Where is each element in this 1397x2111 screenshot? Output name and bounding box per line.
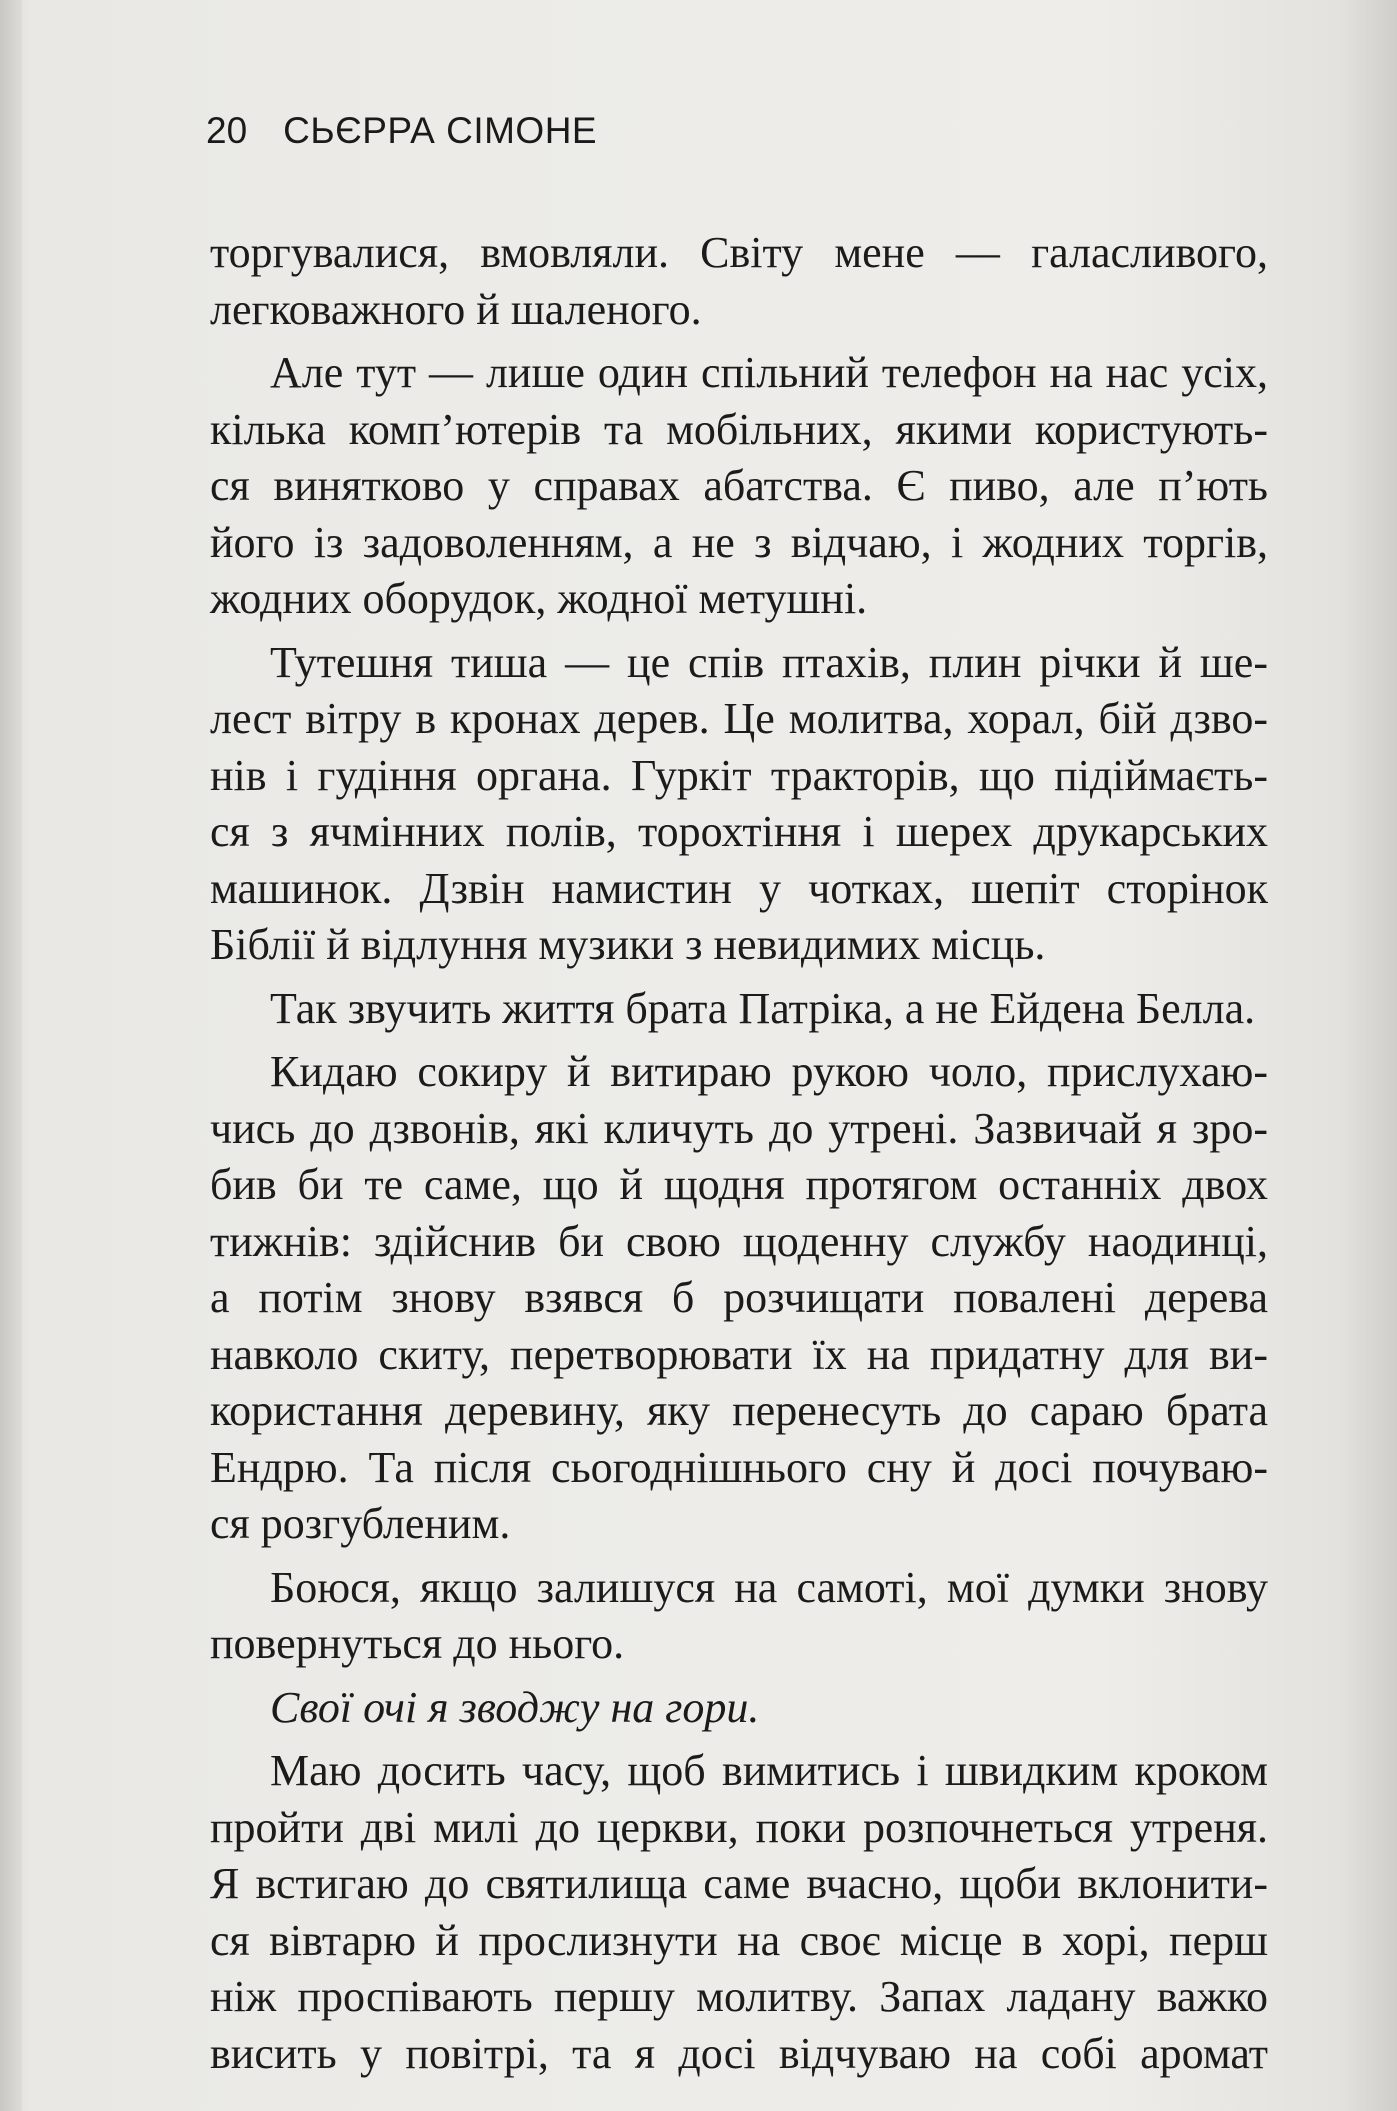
text-line: легковажного й шаленого. bbox=[210, 284, 702, 334]
text-line: ся вівтарю й прослизнути на своє місце в хорі, перш bbox=[210, 1915, 1268, 1965]
text-line: торгувалися, вмовляли. Світу мене — галасливого, bbox=[210, 228, 1268, 277]
text-line: його із задоволенням, а не з відчаю, і жодних торгів, bbox=[210, 517, 1268, 567]
text-line: навколо скиту, перетворювати їх на придатну для ви- bbox=[210, 1329, 1268, 1379]
text-line: Але тут — лише один спільний телефон на нас усіх, bbox=[270, 348, 1268, 397]
text-line: а потім знову взявся б розчищати повалені дерева bbox=[210, 1273, 1268, 1322]
text-line: ся розгубленим. bbox=[210, 1499, 511, 1548]
page-number: 20 bbox=[206, 110, 248, 151]
text-line: жодних оборудок, жодної метушні. bbox=[210, 574, 868, 623]
italic-text-line: Свої очі я зводжу на гори. bbox=[270, 1682, 760, 1732]
text-line: лест вітру в кронах дерев. Це молитва, хорал, бій дзво- bbox=[210, 694, 1268, 743]
body-text bbox=[210, 225, 1268, 2082]
text-line: повернуться до нього. bbox=[210, 1619, 625, 1668]
text-line: Так звучить життя брата Патріка, а не Ейдена Белла. bbox=[270, 983, 1256, 1033]
text-line: Кидаю сокиру й витираю рукою чоло, прислухаю- bbox=[270, 1047, 1268, 1096]
running-head-author: СЬЄРРА СІМОНЕ bbox=[283, 110, 598, 151]
text-line: Боюся, якщо залишуся на самоті, мої думки знову bbox=[270, 1562, 1268, 1612]
text-line: бив би те саме, що й щодня протягом останніх двох bbox=[210, 1160, 1268, 1209]
text-line: кілька комп’ютерів та мобільних, якими користують- bbox=[210, 404, 1268, 454]
text-line: ніж проспівають першу молитву. Запах ладану важко bbox=[210, 1972, 1268, 2021]
text-line: Біблії й відлуння музики з невидимих місць. bbox=[210, 920, 1046, 969]
text-line: Тутешня тиша — це спів птахів, плин річки й ше- bbox=[270, 637, 1268, 687]
running-head bbox=[206, 110, 597, 160]
text-line: пройти дві милі до церкви, поки розпочнеться утреня. bbox=[210, 1802, 1268, 1852]
text-line: висить у повітрі, та я досі відчуваю на собі аромат bbox=[210, 2028, 1268, 2078]
text-line: тижнів: здійснив би свою щоденну службу наодинці, bbox=[210, 1216, 1268, 1266]
text-line: ся з ячмінних полів, торохтіння і шерех друкарських bbox=[210, 807, 1268, 856]
text-line: машинок. Дзвін намистин у чотках, шепіт сторінок bbox=[210, 863, 1268, 913]
text-line: нів і гудіння органа. Гуркіт тракторів, що підіймаєть- bbox=[210, 750, 1268, 800]
text-line: користання деревину, яку перенесуть до сараю брата bbox=[210, 1386, 1268, 1435]
text-line: ся винятково у справах абатства. Є пиво, але п’ють bbox=[210, 461, 1268, 510]
text-line: чись до дзвонів, які кличуть до утрені. Зазвичай я зро- bbox=[210, 1103, 1268, 1153]
page-edge-shadow bbox=[0, 0, 22, 2111]
text-line: Я встигаю до святилища саме вчасно, щоби вклонити- bbox=[210, 1859, 1268, 1908]
text-line: Ендрю. Та після сьогоднішнього сну й досі почуваю- bbox=[210, 1442, 1268, 1492]
text-line: Маю досить часу, щоб вимитись і швидким кроком bbox=[270, 1746, 1268, 1795]
